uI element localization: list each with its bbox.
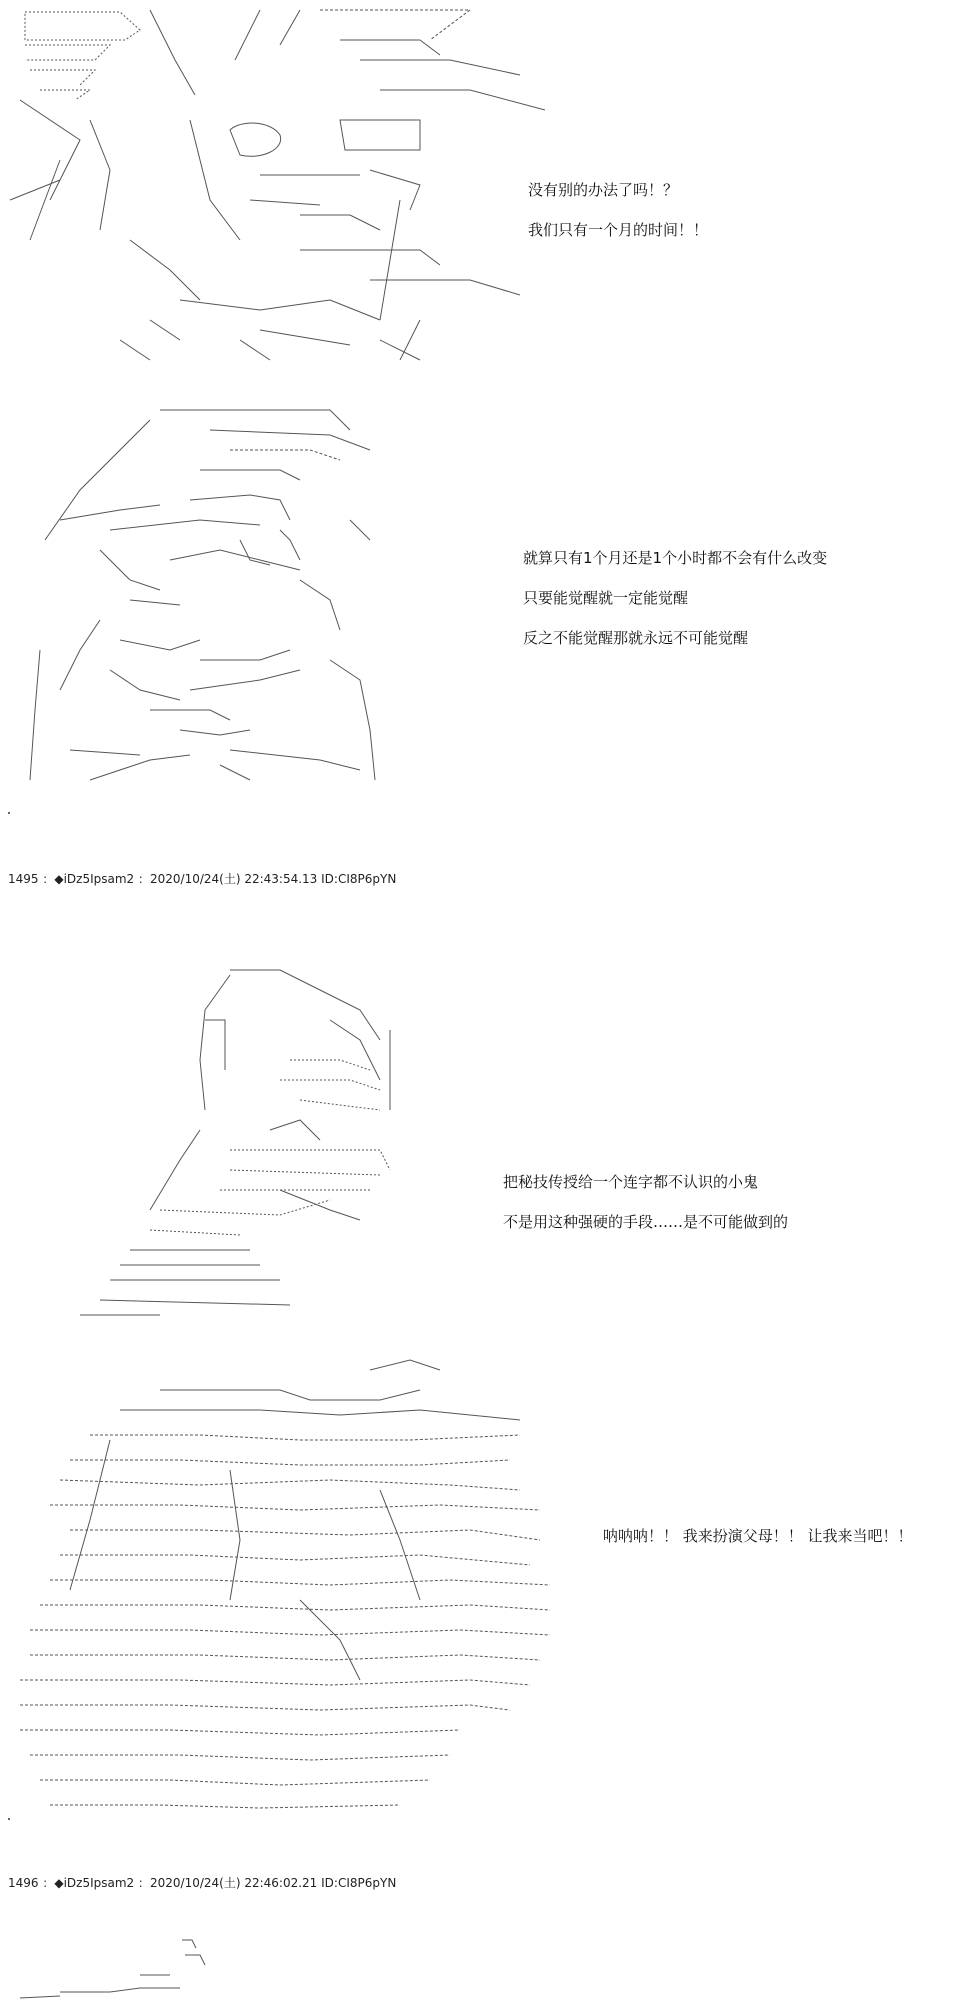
post-header-1496: 1496 ：◆iDz5Ipsam2 ：2020/10/24(土) 22:46:02.21 ID:CI8P6pYN: [8, 1876, 397, 1890]
panel-1: [0, 0, 973, 370]
post-header-1495: 1495 ：◆iDz5Ipsam2 ：2020/10/24(土) 22:43:54.13 ID:CI8P6pYN: [8, 872, 397, 886]
ascii-art-shouting-character: [0, 0, 560, 370]
ascii-art-hooded-figure: [0, 390, 520, 810]
dialogue-block-1: [528, 180, 708, 260]
dialogue-block-3: [503, 1172, 788, 1252]
dialogue-line: 我们只有一个月的时间！！: [528, 221, 709, 239]
panel-5: [0, 1930, 973, 2000]
dialogue-line: 不是用这种强硬的手段……是不可能做到的: [503, 1213, 789, 1231]
ascii-art-pensive-figure: [0, 960, 480, 1320]
dialogue-line: 就算只有1个月还是1个小时都不会有什么改变: [523, 549, 828, 567]
dialogue-line: 只要能觉醒就一定能觉醒: [523, 589, 689, 607]
ascii-art-cut-off: [0, 1930, 300, 2000]
dialogue-block-4: [603, 1526, 913, 1566]
panel-4: [0, 1340, 973, 1820]
dialogue-line: 没有别的办法了吗！？: [528, 181, 679, 199]
dialogue-line: 把秘技传授给一个连字都不认识的小鬼: [503, 1173, 759, 1191]
separator-dot: [8, 1818, 10, 1820]
dialogue-line: 呐呐呐！！ 我来扮演父母！！ 让我来当吧！！: [603, 1527, 913, 1545]
panel-2: [0, 390, 973, 810]
dialogue-block-2: [523, 548, 827, 668]
separator-dot: [8, 812, 10, 814]
dialogue-line: 反之不能觉醒那就永远不可能觉醒: [523, 629, 749, 647]
ascii-art-excited-characters: [0, 1340, 580, 1820]
panel-3: [0, 960, 973, 1320]
